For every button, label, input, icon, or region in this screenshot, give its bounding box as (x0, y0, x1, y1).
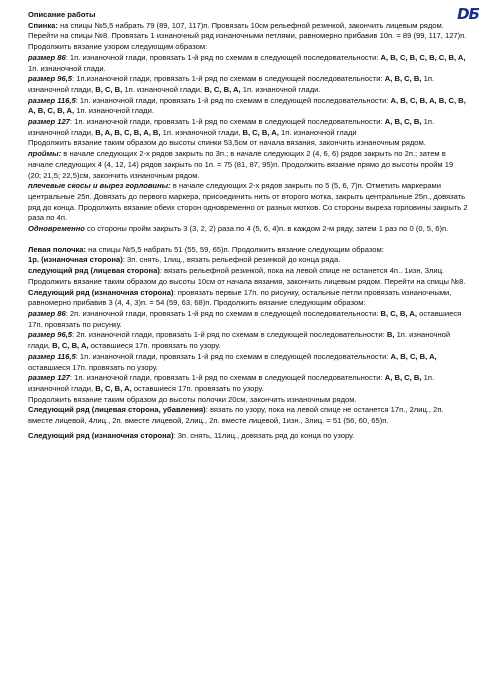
front-continue: Продолжить вязание таким образом до высоты полочки 20см, закончить изнаночным рядом. (28, 394, 357, 404)
logo: DБ (457, 5, 479, 23)
front-size-116: размер 116,5: 1п. изнаночной глади, провязать 1-й ряд по схемам в следующей последовательности: A, B, C, B, A, оставшиеся 17п. провязать по узору. (28, 351, 437, 372)
page-title: Описание работы (28, 10, 96, 19)
front-row-3: Следующий ряд (изнаночная сторона): провязать первые 17п. по рисунку, остальные петли провязать изнаночными, равномерно прибавив 3 (4, 4, 3)п. = 54 (59, 63, 68)п. Продолжить вязание следующим образом: (28, 287, 452, 308)
front-decrease-row: Следующий ряд (лицевая сторона, убавления): вязать по узору, пока на левой спице не останется 17п., 2лиц., 2п. вместе лицевой, 4лиц., 2п. вместе лицевой, 2лиц., 2п. вместе лицевой, 1изн., 3лиц. = 51 (56, 60, 65)п. (28, 405, 444, 426)
section-label-back: Спинка: (28, 20, 58, 30)
document-body (28, 10, 468, 441)
back-size-116: размер 116,5: 1п. изнаночной глади, провязать 1-й ряд по схемам в следующей последовательности: A, B, C, B, A, B, C, B, A, B, C, B, A, 1п. изнаночной глади. (28, 95, 466, 116)
front-row-1: 1р. (изнаночная сторона): 3п. снять, 1лиц., вязать рельефной резинкой до конца ряда. (28, 255, 341, 265)
section-label-front: Левая полочка: (28, 244, 87, 254)
front-size-96: размер 96,5: 2п. изнаночной глади, провязать 1-й ряд по схемам в следующей последовательности: B, 1п. изнаночной глади, B, C, B, A, оставшиеся 17п. провязать по узору. (28, 330, 451, 351)
front-size-86: размер 86: 2п. изнаночной глади, провязать 1-й ряд по схемам в следующей последовательности: B, C, B, A, оставшиеся 17п. провязать по рисунку. (28, 308, 462, 329)
front-row-2: следующий ряд (лицевая сторона): вязать рельефной резинкой, пока на левой спице не останется 4п.. 1изн, 3лиц. Продолжить вязание таким образом до высоты 10см от начала вязания, закончить лицевым рядом. Перейти на спицы №8. (28, 266, 466, 286)
back-continue: Продолжить вязание таким образом до высоты спинки 53,5см от начала вязания, закончить изнаночным рядом. (28, 138, 426, 148)
back-armholes: проймы: в начале следующих 2-х рядов закрыть по 3п.; в начале следующих 2 (4, 6, 6) рядов закрыть по 2п.; затем в начале следующих 4 (4, 12, 14) рядов закрыть по 1п. = 75 (81, 87, 95)п. Продолжить вязание прямо до высоты пройм 19 (20; 21,5; 22,5)см, закончить изнаночным рядом. (28, 149, 454, 180)
back-size-86: размер 86: 1п. изнаночной глади, провязать 1-й ряд по схемам в следующей последовательности: A, B, C, B, C, B, C, B, A, 1п. изнаночной глади. (28, 52, 466, 73)
front-last-row: Следующий ряд (изнаночная сторона): 3п. снять, 11лиц., довязать ряд до конца по узору. (28, 430, 355, 440)
back-intro: Спинка: на спицы №5,5 набрать 79 (89, 107, 117)п. Провязать 10см рельефной резинкой, закончить лицевым рядом. Перейти на спицы №8. Провязать 1 изнаночный ряд изнаночными петлями, равномерно прибавив 10п. = 89 (99, 117, 127)п. Продолжить вязание узором следующим образом: (28, 20, 467, 52)
back-size-96: размер 96,5: 1п.изнаночной глади, провязать 1-й ряд по схемам в следующей последовательности: A, B, C, B, 1п. изнаночной глади, B, C, B, 1п. изнаночной глади, B, C, B, A, 1п. изнаночной глади. (28, 74, 435, 94)
front-size-127: размер 127: 1п. изнаночной глади, провязать 1-й ряд по схемам в следующей последовательности: A, B, C, B, 1п. изнаночной глади, B, C, B, A, оставшиеся 17п. провязать по узору. (28, 373, 435, 393)
front-intro: Левая полочка: на спицы №5,5 набрать 51 (55, 59, 65)п. Продолжить вязание следующим образом: (28, 244, 384, 254)
back-simultaneously: Одновременно со стороны пройм закрыть 3 (3, 2, 2) раза по 4 (5, 6, 4)п. в каждом 2-м ряду, затем 1 раз по 0 (0, 5, 6)п. (28, 224, 449, 234)
back-shoulders-neck: плечевые скосы и вырез горловины: в начале следующих 2-х рядов закрыть по 5 (5, 6, 7)п. Отметить маркерами центральные 25п. Довязать до первого маркера, присоединить нить от второго мотка, закрыть центральные 25п., довязать ряд до конца. Продолжить вязание обеих сторон одновременно от разных мотков. Со стороны выреза горловины закрыть 2 раза по 4п. (28, 181, 468, 223)
back-size-127: размер 127: 1п. изнаночной глади, провязать 1-й ряд по схемам в следующей последовательности: A, B, C, B, 1п. изнаночной глади, B, A, B, C, B, A, B, 1п. изнаночной глади, B, C, B, A, 1п. изнаночной глади (28, 117, 435, 137)
